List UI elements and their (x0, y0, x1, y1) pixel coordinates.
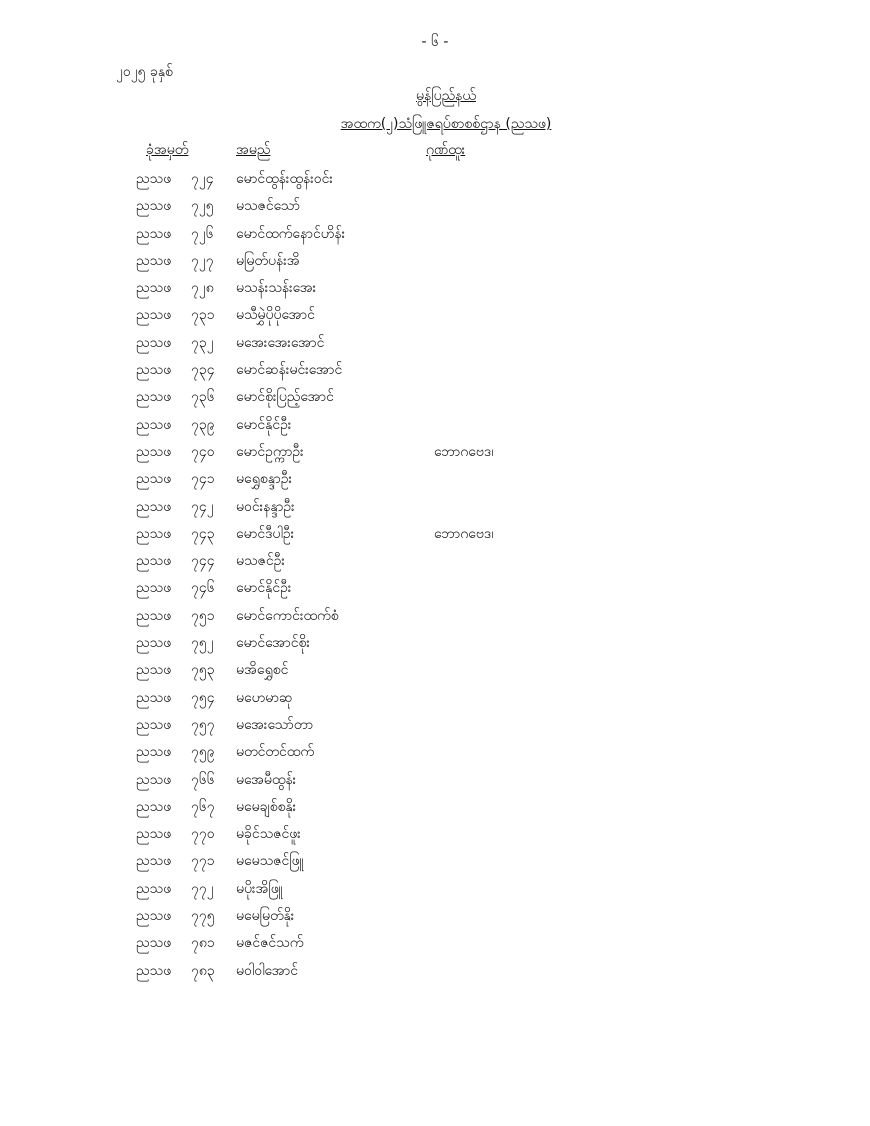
page-subtitle: အထက(၂)သံဖြူဇရပ်စာစစ်ဌာန (ညသဖ) (340, 116, 552, 132)
student-name: မောင်စိုးပြည့်အောင် (236, 389, 334, 406)
seat-prefix: ညသဖ (136, 798, 172, 815)
table-row (0, 466, 870, 493)
seat-prefix: ညသဖ (136, 744, 172, 761)
table-row (0, 685, 870, 712)
student-name: မမေမြတ်နိုး (236, 908, 295, 925)
student-name: မသန်းသန်းအေး (236, 280, 317, 297)
student-name: မဝါဝါအောင် (236, 962, 298, 979)
table-row (0, 903, 870, 930)
seat-prefix: ညသဖ (136, 443, 172, 460)
student-name: မရွှေစန္ဒာဦး (236, 471, 293, 488)
student-name: မောင်နိုင်ဦး (236, 416, 292, 433)
table-row (0, 794, 870, 821)
seat-number: ၇၆၆ (191, 771, 215, 788)
table-row (0, 221, 870, 248)
seat-prefix: ညသဖ (136, 498, 172, 515)
table-row (0, 330, 870, 357)
seat-number: ၇၄၂ (191, 498, 214, 515)
student-name: မဝင်းနန္ဒာဦး (236, 498, 295, 515)
seat-number: ၇၄၄ (191, 553, 215, 570)
seat-number: ၇၅၁ (191, 607, 215, 624)
table-row (0, 412, 870, 439)
table-row (0, 575, 870, 602)
student-name: မအေမီထွန်း (236, 771, 297, 788)
student-name: မအိရွှေစင် (236, 662, 289, 679)
seat-prefix: ညသဖ (136, 635, 172, 652)
seat-prefix: ညသဖ (136, 334, 172, 351)
seat-number: ၇၄၁ (191, 471, 215, 488)
seat-number: ၇၂၇ (191, 252, 214, 269)
seat-number: ၇၂၄ (191, 171, 214, 187)
seat-prefix: ညသဖ (136, 853, 172, 870)
seat-number: ၇၃၂ (191, 334, 214, 351)
table-row (0, 930, 870, 957)
seat-prefix: ညသဖ (136, 525, 172, 542)
table-row (0, 521, 870, 548)
column-header-name: အမည် (236, 142, 271, 158)
table-row (0, 712, 870, 739)
column-header-id: ခုံအမှတ် (146, 142, 189, 158)
seat-number: ၇၈၃ (191, 962, 215, 979)
page-title: မွန်ပြည်နယ် (416, 88, 476, 104)
seat-number: ၇၅၄ (191, 689, 215, 706)
seat-number: ၇၃၄ (191, 362, 215, 379)
table-row (0, 302, 870, 329)
seat-number: ၇၂၅ (191, 198, 214, 215)
seat-number: ၇၇၂ (191, 880, 214, 897)
seat-number: ၇၆၇ (191, 798, 215, 815)
seat-prefix: ညသဖ (136, 171, 172, 187)
seat-prefix: ညသဖ (136, 607, 172, 624)
table-row (0, 248, 870, 275)
table-row (0, 848, 870, 875)
student-name: မသဇင်သော် (236, 198, 300, 215)
document-date: ၂၀၂၅ ခုနှစ် (116, 64, 173, 80)
table-row (0, 630, 870, 657)
student-name: မောင်ဥက္ကာဦး (236, 443, 304, 460)
seat-number: ၇၈၁ (191, 935, 215, 952)
table-row (0, 384, 870, 411)
seat-number: ၇၅၉ (191, 744, 215, 761)
seat-number: ၇၃၁ (191, 307, 215, 324)
student-name: မခိုင်သဇင်ဖူး (236, 826, 301, 843)
table-row (0, 603, 870, 630)
seat-number: ၇၅၃ (191, 662, 215, 679)
seat-prefix: ညသဖ (136, 416, 172, 433)
seat-number: ၇၄၆ (191, 580, 215, 597)
table-row (0, 193, 870, 220)
page-number: - ၆ - (421, 34, 449, 50)
table-row (0, 876, 870, 903)
student-name: မောင်နိုင်ဦး (236, 580, 292, 597)
seat-number: ၇၄၃ (191, 525, 215, 542)
student-name: မအေးသော်တာ (236, 716, 314, 733)
column-header-remark: ဂုဏ်ထူး (426, 142, 466, 158)
student-name: မဇင်ဇင်သက် (236, 935, 304, 952)
student-name: မပိုးအိဖြူ (236, 880, 283, 897)
student-name: မောင်ဆန်းမင်းအောင် (236, 362, 343, 379)
seat-number: ၇၃၉ (191, 416, 215, 433)
table-row (0, 657, 870, 684)
seat-number: ၇၄၀ (191, 443, 215, 460)
table-row (0, 166, 870, 193)
seat-number: ၇၂၆ (191, 225, 214, 242)
student-name: မမြတ်ပန်းအိ (236, 252, 300, 269)
seat-prefix: ညသဖ (136, 307, 172, 324)
seat-number: ၇၅၂ (191, 635, 214, 652)
student-name: မောင်ဒီပါဦး (236, 525, 295, 542)
seat-prefix: ညသဖ (136, 771, 172, 788)
table-row (0, 958, 870, 985)
distinction: ဘောဂဗေဒ၊ (434, 525, 494, 542)
student-name: မတင်တင်ထက် (236, 744, 315, 761)
seat-prefix: ညသဖ (136, 198, 172, 215)
student-name: မောင်ကောင်းထက်စံ (236, 607, 339, 624)
seat-prefix: ညသဖ (136, 689, 172, 706)
seat-number: ၇၇၁ (191, 853, 215, 870)
table-row (0, 739, 870, 766)
table-row (0, 548, 870, 575)
seat-prefix: ညသဖ (136, 225, 172, 242)
seat-number: ၇၂၈ (191, 280, 214, 297)
student-name: မောင်ထွန်းထွန်းဝင်း (236, 171, 333, 187)
seat-number: ၇၃၆ (191, 389, 215, 406)
seat-prefix: ညသဖ (136, 280, 172, 297)
student-name: မမေသဇင်ဖြူ (236, 853, 304, 870)
student-name: မအေးအေးအောင် (236, 334, 325, 351)
seat-prefix: ညသဖ (136, 580, 172, 597)
seat-prefix: ညသဖ (136, 471, 172, 488)
table-row (0, 494, 870, 521)
student-name: မောင်အောင်စိုး (236, 635, 310, 652)
seat-prefix: ညသဖ (136, 362, 172, 379)
student-name: မသီမွှဲပိုပိုအောင် (236, 307, 315, 324)
student-name: မသဇင်ဦး (236, 553, 285, 570)
seat-number: ၇၇၀ (191, 826, 215, 843)
student-name: မမေချစ်စနိုး (236, 798, 297, 815)
table-row (0, 275, 870, 302)
seat-prefix: ညသဖ (136, 962, 172, 979)
student-name: မောင်ထက်နောင်ဟိန်း (236, 225, 346, 242)
seat-prefix: ညသဖ (136, 935, 172, 952)
seat-prefix: ညသဖ (136, 553, 172, 570)
seat-prefix: ညသဖ (136, 716, 172, 733)
seat-prefix: ညသဖ (136, 662, 172, 679)
seat-prefix: ညသဖ (136, 908, 172, 925)
seat-prefix: ညသဖ (136, 826, 172, 843)
table-row (0, 357, 870, 384)
seat-prefix: ညသဖ (136, 389, 172, 406)
table-row (0, 821, 870, 848)
table-row (0, 767, 870, 794)
student-name: မဟေမာဆု (236, 689, 293, 706)
results-list (0, 166, 870, 985)
distinction: ဘောဂဗေဒ၊ (434, 443, 494, 460)
seat-number: ၇၅၇ (191, 716, 215, 733)
seat-number: ၇၇၅ (191, 908, 215, 925)
table-row (0, 439, 870, 466)
seat-prefix: ညသဖ (136, 880, 172, 897)
seat-prefix: ညသဖ (136, 252, 172, 269)
